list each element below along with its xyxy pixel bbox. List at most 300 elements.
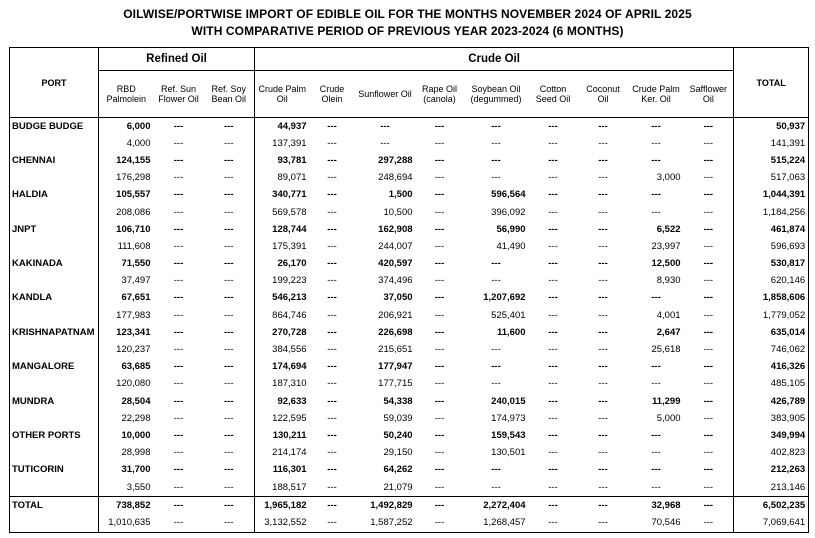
table-cell: 525,401 bbox=[491, 309, 526, 321]
table-cell: --- bbox=[651, 361, 661, 373]
table-row bbox=[10, 427, 809, 444]
table-cell: 50,240 bbox=[383, 429, 413, 441]
table-row bbox=[10, 479, 809, 497]
table-cell: --- bbox=[327, 447, 337, 459]
table-cell: 120,237 bbox=[116, 344, 151, 356]
table-cell: --- bbox=[434, 326, 445, 338]
column-header: Crude Olein bbox=[310, 71, 355, 118]
table-cell: 177,983 bbox=[116, 309, 151, 321]
table-cell: 1,207,692 bbox=[483, 292, 526, 304]
table-cell: --- bbox=[204, 307, 255, 324]
table-cell: 37,497 bbox=[121, 275, 151, 287]
table-cell: 10,000 bbox=[121, 429, 151, 441]
table-cell: --- bbox=[598, 429, 608, 441]
table-cell: 213,146 bbox=[734, 479, 809, 497]
table-cell: 137,391 bbox=[272, 137, 307, 149]
table-cell: --- bbox=[173, 292, 184, 304]
table-cell: --- bbox=[548, 344, 558, 356]
table-cell: --- bbox=[598, 447, 608, 459]
table-cell: --- bbox=[548, 223, 558, 235]
table-cell: 23,997 bbox=[651, 240, 681, 252]
table-cell: --- bbox=[684, 290, 734, 307]
report-title-line-2: WITH COMPARATIVE PERIOD OF PREVIOUS YEAR 2023-2024 (6 MONTHS) bbox=[191, 24, 624, 38]
table-cell: --- bbox=[327, 120, 337, 132]
table-cell: --- bbox=[173, 154, 184, 166]
table-cell: --- bbox=[651, 120, 661, 132]
table-row bbox=[10, 376, 809, 393]
table-cell: --- bbox=[548, 429, 558, 441]
port-name: TOTAL bbox=[10, 497, 99, 515]
table-cell: 11,299 bbox=[651, 395, 681, 407]
table-cell: --- bbox=[598, 395, 608, 407]
table-cell: 3,000 bbox=[656, 172, 681, 184]
table-cell: 569,578 bbox=[272, 206, 307, 218]
table-cell: 22,298 bbox=[121, 412, 151, 424]
table-row bbox=[10, 410, 809, 427]
table-cell: 54,338 bbox=[383, 395, 413, 407]
table-cell: --- bbox=[684, 462, 734, 479]
table-cell: --- bbox=[327, 258, 337, 270]
table-cell: --- bbox=[434, 378, 445, 390]
table-cell: --- bbox=[491, 120, 501, 132]
table-cell: --- bbox=[684, 514, 734, 532]
table-cell: 89,071 bbox=[277, 172, 307, 184]
total-header: TOTAL bbox=[734, 48, 809, 118]
table-cell: --- bbox=[434, 154, 445, 166]
port-name bbox=[10, 307, 99, 324]
table-cell: --- bbox=[651, 447, 661, 459]
table-cell: 162,908 bbox=[378, 223, 413, 235]
table-cell: 67,651 bbox=[121, 292, 151, 304]
table-cell: --- bbox=[204, 170, 255, 187]
table-cell: 374,496 bbox=[378, 275, 413, 287]
table-cell: 28,998 bbox=[121, 447, 151, 459]
table-cell: 177,947 bbox=[378, 361, 413, 373]
table-cell: 4,001 bbox=[656, 309, 681, 321]
table-cell: 1,500 bbox=[388, 189, 413, 201]
table-cell: --- bbox=[327, 172, 337, 184]
table-cell: 738,852 bbox=[99, 497, 154, 515]
table-cell: --- bbox=[204, 479, 255, 497]
table-row bbox=[10, 514, 809, 532]
table-cell: 50,937 bbox=[734, 118, 809, 136]
column-header: Crude Palm Oil bbox=[255, 71, 310, 118]
table-cell: --- bbox=[598, 189, 608, 201]
table-cell: --- bbox=[684, 187, 734, 204]
table-cell: --- bbox=[416, 497, 464, 515]
table-cell: 116,301 bbox=[272, 464, 307, 476]
table-cell: --- bbox=[434, 189, 445, 201]
table-cell: --- bbox=[173, 326, 184, 338]
table-cell: 6,522 bbox=[656, 223, 681, 235]
table-row bbox=[10, 290, 809, 307]
table-cell: 56,990 bbox=[496, 223, 526, 235]
table-cell: 212,263 bbox=[734, 462, 809, 479]
table-cell: --- bbox=[651, 154, 661, 166]
port-name: MUNDRA bbox=[10, 393, 99, 410]
table-cell: --- bbox=[548, 447, 558, 459]
table-cell: --- bbox=[327, 275, 337, 287]
table-cell: --- bbox=[684, 479, 734, 497]
table-cell: 3,550 bbox=[126, 481, 151, 493]
table-cell: --- bbox=[173, 395, 184, 407]
table-cell: --- bbox=[684, 152, 734, 169]
table-cell: --- bbox=[173, 361, 184, 373]
table-cell: --- bbox=[684, 204, 734, 221]
table-cell: 174,973 bbox=[491, 412, 526, 424]
table-cell: 7,069,641 bbox=[734, 514, 809, 532]
table-cell: --- bbox=[173, 412, 184, 424]
table-cell: --- bbox=[327, 137, 337, 149]
table-cell: --- bbox=[173, 309, 184, 321]
table-cell: --- bbox=[434, 361, 445, 373]
table-cell: --- bbox=[434, 464, 445, 476]
table-cell: 105,557 bbox=[116, 189, 151, 201]
table-cell: --- bbox=[204, 514, 255, 532]
table-cell: --- bbox=[327, 429, 337, 441]
table-cell: --- bbox=[434, 447, 445, 459]
table-cell: 174,694 bbox=[272, 361, 307, 373]
table-cell: --- bbox=[548, 395, 558, 407]
table-cell: --- bbox=[684, 273, 734, 290]
table-cell: 240,015 bbox=[491, 395, 526, 407]
table-cell: --- bbox=[434, 292, 445, 304]
table-cell: --- bbox=[173, 240, 184, 252]
table-row bbox=[10, 497, 809, 515]
table-cell: --- bbox=[327, 361, 337, 373]
table-cell: --- bbox=[598, 309, 608, 321]
table-cell: --- bbox=[491, 137, 501, 149]
table-cell: 635,014 bbox=[734, 324, 809, 341]
table-cell: 25,618 bbox=[651, 344, 681, 356]
table-cell: --- bbox=[598, 412, 608, 424]
table-cell: 123,341 bbox=[116, 326, 151, 338]
table-cell: --- bbox=[491, 172, 501, 184]
table-cell: 349,994 bbox=[734, 427, 809, 444]
table-cell: --- bbox=[598, 292, 608, 304]
table-cell: 128,744 bbox=[272, 223, 307, 235]
table-cell: --- bbox=[204, 221, 255, 238]
table-cell: --- bbox=[651, 429, 661, 441]
table-cell: 177,715 bbox=[378, 378, 413, 390]
port-name bbox=[10, 410, 99, 427]
port-name bbox=[10, 170, 99, 187]
table-cell: 214,174 bbox=[272, 447, 307, 459]
table-cell: --- bbox=[204, 135, 255, 152]
port-name: KANDLA bbox=[10, 290, 99, 307]
port-name bbox=[10, 238, 99, 255]
table-cell: --- bbox=[684, 427, 734, 444]
table-row bbox=[10, 324, 809, 341]
table-cell: --- bbox=[204, 290, 255, 307]
table-cell: 28,504 bbox=[121, 395, 151, 407]
table-cell: --- bbox=[327, 206, 337, 218]
table-cell: 297,288 bbox=[378, 154, 413, 166]
table-cell: 383,905 bbox=[734, 410, 809, 427]
table-cell: --- bbox=[204, 256, 255, 273]
table-cell: --- bbox=[684, 410, 734, 427]
table-cell: --- bbox=[491, 275, 501, 287]
table-cell: 620,146 bbox=[734, 273, 809, 290]
port-name: MANGALORE bbox=[10, 359, 99, 376]
table-cell: 1,044,391 bbox=[734, 187, 809, 204]
table-cell: --- bbox=[173, 464, 184, 476]
table-cell: --- bbox=[548, 361, 558, 373]
table-cell: --- bbox=[434, 223, 445, 235]
table-cell: --- bbox=[548, 412, 558, 424]
table-cell: --- bbox=[173, 223, 184, 235]
table-cell: --- bbox=[548, 378, 558, 390]
table-cell: --- bbox=[173, 275, 184, 287]
table-cell: --- bbox=[491, 258, 501, 270]
table-cell: --- bbox=[173, 172, 184, 184]
table-cell: --- bbox=[684, 341, 734, 358]
table-cell: --- bbox=[327, 412, 337, 424]
table-cell: 120,080 bbox=[116, 378, 151, 390]
table-row bbox=[10, 221, 809, 238]
table-cell: --- bbox=[434, 137, 445, 149]
table-cell: --- bbox=[327, 326, 337, 338]
table-cell: --- bbox=[204, 118, 255, 136]
table-cell: --- bbox=[548, 240, 558, 252]
table-cell: --- bbox=[548, 189, 558, 201]
table-cell: 176,298 bbox=[116, 172, 151, 184]
table-cell: 92,633 bbox=[277, 395, 307, 407]
table-cell: 1,492,829 bbox=[355, 497, 416, 515]
table-cell: 864,746 bbox=[272, 309, 307, 321]
table-cell: 206,921 bbox=[378, 309, 413, 321]
column-header: Safflower Oil bbox=[684, 71, 734, 118]
table-cell: --- bbox=[598, 464, 608, 476]
table-cell: --- bbox=[598, 120, 608, 132]
table-cell: --- bbox=[327, 292, 337, 304]
table-cell: --- bbox=[204, 359, 255, 376]
table-cell: --- bbox=[548, 154, 558, 166]
table-row bbox=[10, 393, 809, 410]
table-cell: --- bbox=[598, 206, 608, 218]
table-cell: --- bbox=[684, 256, 734, 273]
table-cell: 226,698 bbox=[378, 326, 413, 338]
table-cell: --- bbox=[548, 275, 558, 287]
table-cell: 70,546 bbox=[629, 514, 684, 532]
port-name: CHENNAI bbox=[10, 152, 99, 169]
table-cell: 215,651 bbox=[378, 344, 413, 356]
table-cell: --- bbox=[434, 481, 445, 493]
table-cell: --- bbox=[598, 137, 608, 149]
table-cell: --- bbox=[204, 238, 255, 255]
table-cell: --- bbox=[173, 344, 184, 356]
table-cell: 187,310 bbox=[272, 378, 307, 390]
port-name: KRISHNAPATNAM bbox=[10, 324, 99, 341]
port-name: TUTICORIN bbox=[10, 462, 99, 479]
table-cell: 141,391 bbox=[734, 135, 809, 152]
table-cell: 208,086 bbox=[116, 206, 151, 218]
table-cell: --- bbox=[327, 344, 337, 356]
table-cell: --- bbox=[598, 223, 608, 235]
table-row bbox=[10, 135, 809, 152]
table-cell: 111,608 bbox=[117, 240, 151, 252]
table-cell: 517,063 bbox=[734, 170, 809, 187]
table-cell: --- bbox=[598, 344, 608, 356]
table-cell: 461,874 bbox=[734, 221, 809, 238]
table-cell: 11,600 bbox=[496, 326, 526, 338]
table-row bbox=[10, 462, 809, 479]
table-cell: --- bbox=[327, 154, 337, 166]
table-cell: --- bbox=[204, 462, 255, 479]
table-cell: --- bbox=[651, 481, 661, 493]
table-cell: --- bbox=[651, 137, 661, 149]
port-name bbox=[10, 514, 99, 532]
table-cell: --- bbox=[548, 292, 558, 304]
table-cell: 1,010,635 bbox=[99, 514, 154, 532]
table-cell: 159,543 bbox=[491, 429, 526, 441]
table-cell: 29,150 bbox=[383, 447, 413, 459]
table-row bbox=[10, 359, 809, 376]
table-cell: 596,693 bbox=[734, 238, 809, 255]
table-cell: 8,930 bbox=[656, 275, 681, 287]
table-cell: --- bbox=[204, 341, 255, 358]
table-cell: --- bbox=[327, 240, 337, 252]
table-cell: --- bbox=[173, 206, 184, 218]
table-cell: 340,771 bbox=[272, 189, 307, 201]
table-cell: --- bbox=[598, 378, 608, 390]
table-cell: --- bbox=[204, 376, 255, 393]
table-cell: 130,211 bbox=[272, 429, 307, 441]
table-cell: 106,710 bbox=[116, 223, 151, 235]
table-cell: --- bbox=[598, 361, 608, 373]
column-header: Ref. Soy Bean Oil bbox=[204, 71, 255, 118]
table-cell: --- bbox=[434, 206, 445, 218]
table-cell: 2,272,404 bbox=[464, 497, 529, 515]
table-cell: --- bbox=[651, 378, 661, 390]
import-table bbox=[9, 47, 809, 533]
table-cell: 26,170 bbox=[277, 258, 307, 270]
table-cell: --- bbox=[598, 326, 608, 338]
table-cell: --- bbox=[173, 429, 184, 441]
table-cell: 5,000 bbox=[656, 412, 681, 424]
table-cell: --- bbox=[684, 376, 734, 393]
table-cell: --- bbox=[204, 497, 255, 515]
table-cell: --- bbox=[204, 273, 255, 290]
port-name: BUDGE BUDGE bbox=[10, 118, 99, 136]
table-cell: 6,000 bbox=[126, 120, 151, 132]
column-header: Soybean Oil (degummed) bbox=[464, 71, 529, 118]
table-cell: 175,391 bbox=[272, 240, 307, 252]
column-header: Rape Oil (canola) bbox=[416, 71, 464, 118]
table-cell: --- bbox=[598, 258, 608, 270]
report-title-line-1: OILWISE/PORTWISE IMPORT OF EDIBLE OIL FOR THE MONTHS NOVEMBER 2024 OF APRIL 2025 bbox=[123, 7, 692, 21]
table-cell: --- bbox=[684, 393, 734, 410]
table-cell: 420,597 bbox=[378, 258, 413, 270]
table-cell: --- bbox=[529, 497, 578, 515]
table-cell: --- bbox=[327, 481, 337, 493]
table-cell: --- bbox=[327, 309, 337, 321]
table-cell: --- bbox=[684, 324, 734, 341]
table-cell: --- bbox=[548, 309, 558, 321]
table-cell: --- bbox=[434, 429, 445, 441]
table-cell: --- bbox=[327, 223, 337, 235]
table-cell: --- bbox=[173, 189, 184, 201]
table-cell: 188,517 bbox=[272, 481, 307, 493]
table-cell: --- bbox=[204, 427, 255, 444]
table-cell: 2,647 bbox=[656, 326, 681, 338]
table-cell: --- bbox=[380, 137, 390, 149]
port-name bbox=[10, 204, 99, 221]
table-cell: 122,595 bbox=[272, 412, 307, 424]
table-cell: 63,685 bbox=[121, 361, 151, 373]
table-cell: 426,789 bbox=[734, 393, 809, 410]
table-cell: --- bbox=[598, 240, 608, 252]
table-row bbox=[10, 187, 809, 204]
table-cell: --- bbox=[684, 170, 734, 187]
table-row bbox=[10, 170, 809, 187]
column-header: Coconut Oil bbox=[578, 71, 629, 118]
table-cell: --- bbox=[578, 514, 629, 532]
table-cell: 93,781 bbox=[277, 154, 307, 166]
table-cell: 31,700 bbox=[121, 464, 151, 476]
table-cell: --- bbox=[548, 326, 558, 338]
table-cell: --- bbox=[491, 154, 501, 166]
table-cell: 44,937 bbox=[277, 120, 307, 132]
table-cell: --- bbox=[434, 412, 445, 424]
table-cell: --- bbox=[684, 497, 734, 515]
table-cell: --- bbox=[548, 172, 558, 184]
table-row bbox=[10, 307, 809, 324]
table-cell: 6,502,235 bbox=[734, 497, 809, 515]
table-cell: --- bbox=[434, 258, 445, 270]
table-cell: 32,968 bbox=[629, 497, 684, 515]
table-cell: --- bbox=[651, 189, 661, 201]
table-cell: 515,224 bbox=[734, 152, 809, 169]
table-cell: --- bbox=[598, 154, 608, 166]
table-cell: --- bbox=[684, 307, 734, 324]
table-cell: --- bbox=[598, 481, 608, 493]
table-body bbox=[10, 118, 809, 533]
table-cell: 12,500 bbox=[651, 258, 681, 270]
table-cell: --- bbox=[598, 275, 608, 287]
table-cell: 1,858,606 bbox=[734, 290, 809, 307]
table-cell: --- bbox=[491, 378, 501, 390]
table-cell: --- bbox=[434, 344, 445, 356]
table-cell: --- bbox=[684, 238, 734, 255]
table-cell: --- bbox=[651, 206, 661, 218]
table-row bbox=[10, 118, 809, 136]
table-cell: 3,132,552 bbox=[255, 514, 310, 532]
table-cell: --- bbox=[173, 120, 184, 132]
table-cell: --- bbox=[327, 189, 337, 201]
table-cell: --- bbox=[173, 137, 184, 149]
table-cell: --- bbox=[578, 497, 629, 515]
table-cell: --- bbox=[434, 120, 445, 132]
table-cell: --- bbox=[204, 152, 255, 169]
table-cell: --- bbox=[684, 359, 734, 376]
table-row bbox=[10, 273, 809, 290]
table-cell: --- bbox=[684, 445, 734, 462]
table-cell: --- bbox=[327, 378, 337, 390]
table-cell: 71,550 bbox=[121, 258, 151, 270]
table-row bbox=[10, 341, 809, 358]
table-cell: 4,000 bbox=[126, 137, 151, 149]
table-cell: --- bbox=[548, 258, 558, 270]
table-cell: --- bbox=[548, 481, 558, 493]
port-name: JNPT bbox=[10, 221, 99, 238]
table-cell: --- bbox=[548, 120, 558, 132]
column-header: Sunflower Oil bbox=[355, 71, 416, 118]
table-cell: --- bbox=[491, 344, 501, 356]
table-cell: --- bbox=[434, 172, 445, 184]
table-cell: --- bbox=[204, 393, 255, 410]
table-cell: --- bbox=[204, 204, 255, 221]
